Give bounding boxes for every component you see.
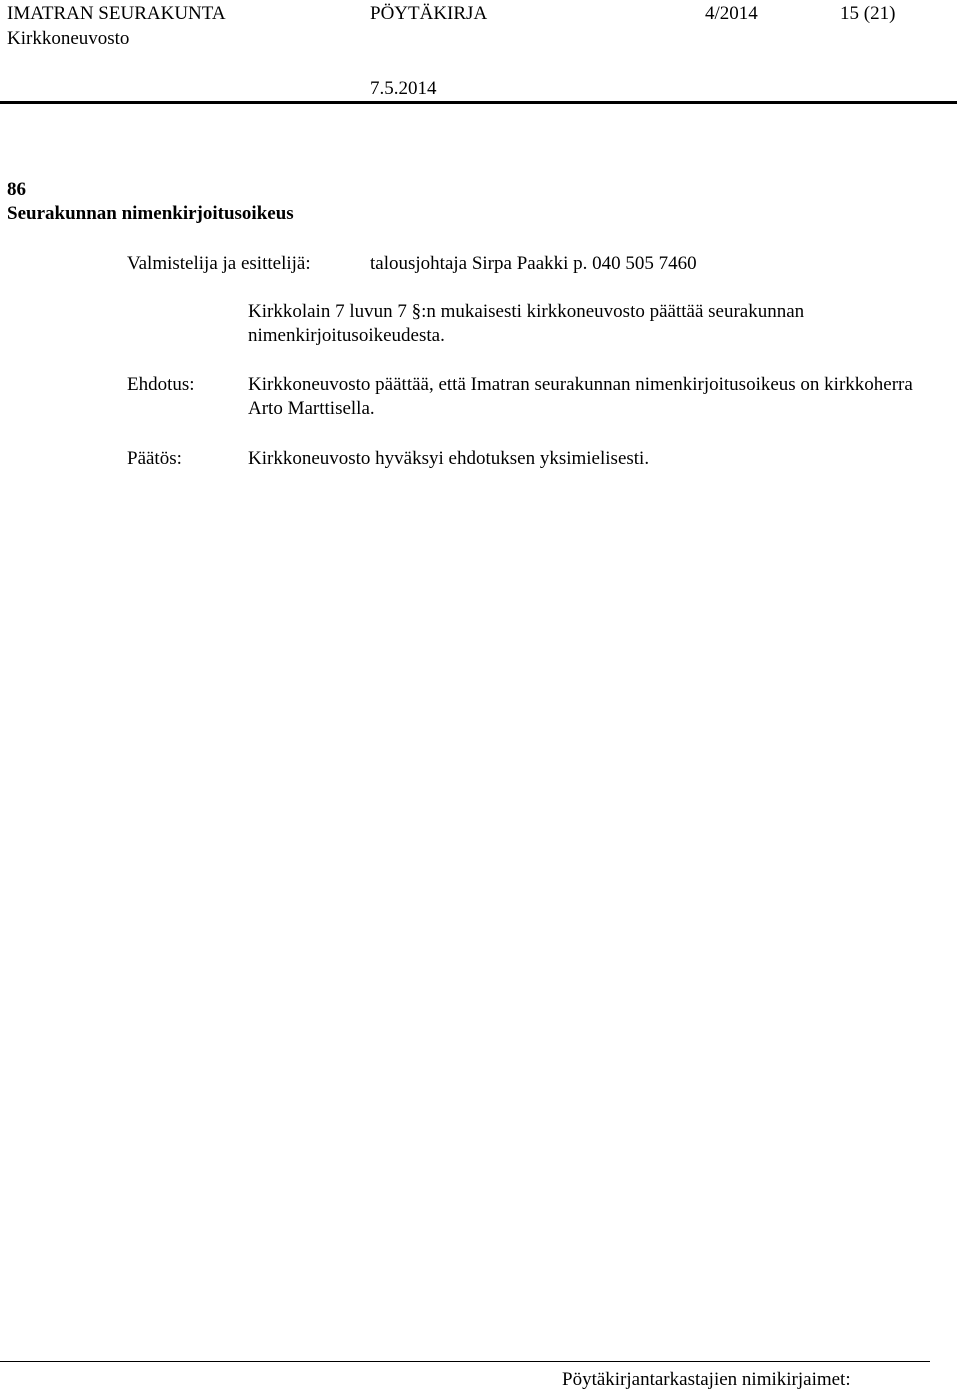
- footer-divider: [0, 1361, 930, 1362]
- proposal-label: Ehdotus:: [127, 374, 195, 395]
- document-type: PÖYTÄKIRJA: [370, 3, 488, 24]
- preparer-label: Valmistelija ja esittelijä:: [127, 253, 311, 274]
- body-name: Kirkkoneuvosto: [7, 28, 130, 49]
- preparer-value: talousjohtaja Sirpa Paakki p. 040 505 7460: [370, 253, 697, 274]
- decision-label: Päätös:: [127, 448, 182, 469]
- page-number: 15 (21): [840, 3, 896, 24]
- meeting-date: 7.5.2014: [370, 78, 437, 99]
- signature-label: Pöytäkirjantarkastajien nimikirjaimet:: [562, 1369, 851, 1390]
- background-paragraph: Kirkkolain 7 luvun 7 §:n mukaisesti kirkkoneuvosto päättää seurakunnan nimenkirjoitusoikeudesta.: [248, 301, 805, 346]
- document-number: 4/2014: [705, 3, 758, 24]
- header-divider: [0, 101, 957, 104]
- section-number: 86: [7, 179, 26, 200]
- organization-name: IMATRAN SEURAKUNTA: [7, 3, 226, 24]
- decision-text: Kirkkoneuvosto hyväksyi ehdotuksen yksimielisesti.: [248, 448, 650, 469]
- proposal-paragraph: Kirkkoneuvosto päättää, että Imatran seurakunnan nimenkirjoitusoikeus on kirkkoherra Arto Marttisella.: [248, 374, 913, 419]
- section-title: Seurakunnan nimenkirjoitusoikeus: [7, 203, 294, 224]
